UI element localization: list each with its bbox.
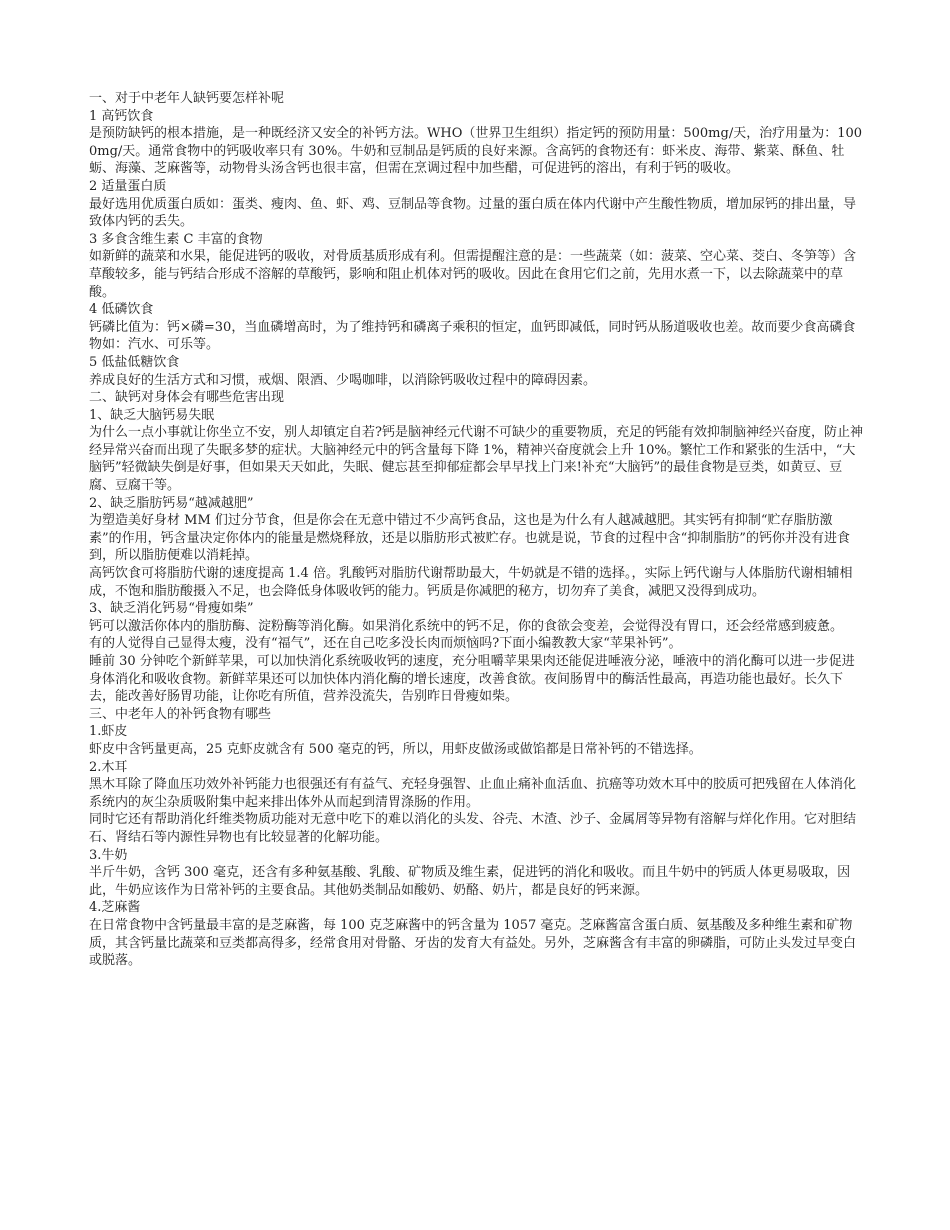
paragraph: 钙磷比值为：钙×磷=30，当血磷增高时，为了维持钙和磷离子乘积的恒定，血钙即减低，同时钙从肠道吸收也差。故而要少食高磷食物如：汽水、可乐等。 <box>89 319 856 353</box>
subheading-vitamin-c: 3 多食含维生素 C 丰富的食物 <box>89 231 263 247</box>
subheading-sesame-paste: 4.芝麻酱 <box>89 900 141 916</box>
paragraph: 为什么一点小事就让你坐立不安，别人却镇定自若?钙是脑神经元代谢不可缺少的重要物质，充足的钙能有效抑制脑神经兴奋度，防止神经异常兴奋而出现了失眠多梦的症状。大脑神经元中的钙含量每下降 1%，精神兴奋度就会上升 10%。繁忙工作和紧张的生活中，“大脑钙”轻微缺失倒是好事，但如果天天如此，失眠、健忘甚至抑郁症都会早早找上门来!补充“大脑钙”的最佳食物是豆类，如黄豆、豆腐、豆腐干等。 <box>89 425 863 494</box>
subheading-milk: 3.牛奶 <box>89 847 128 863</box>
subheading-protein: 2 适量蛋白质 <box>89 178 167 194</box>
paragraph: 高钙饮食可将脂肪代谢的速度提高 1.4 倍。乳酸钙对脂肪代谢帮助最大，牛奶就是不错的选择。，实际上钙代谢与人体脂肪代谢相辅相成，不饱和脂肪酸摄入不足，也会降低身体吸收钙的能力。钙质是你减肥的秘方，切勿弃了美食，减肥又没得到成功。 <box>89 566 853 599</box>
subheading-fat-calcium: 2、缺乏脂肪钙易“越减越肥” <box>89 495 254 511</box>
paragraph: 黑木耳除了降血压功效外补钙能力也很强还有有益气、充轻身强智、止血止痛补血活血、抗癌等功效木耳中的胶质可把残留在人体消化系统内的灰尘杂质吸附集中起来排出体外从而起到清胃涤肠的作用。 <box>89 777 857 810</box>
document-body <box>89 90 864 970</box>
subheading-low-salt-sugar: 5 低盐低糖饮食 <box>89 354 180 370</box>
paragraph: 半斤牛奶，含钙 300 毫克，还含有多种氨基酸、乳酸、矿物质及维生素，促进钙的消化和吸收。而且牛奶中的钙质人体更易吸取，因此，牛奶应该作为日常补钙的主要食品。其他奶类制品如酸奶、奶酪、奶片，都是良好的钙来源。 <box>89 865 851 898</box>
paragraph: 钙可以激活你体内的脂肪酶、淀粉酶等消化酶。如果消化系统中的钙不足，你的食欲会变差，会觉得没有胃口，还会经常感到疲惫。 <box>89 618 844 634</box>
paragraph: 如新鲜的蔬菜和水果，能促进钙的吸收，对骨质基质形成有利。但需提醒注意的是：一些蔬菜（如：菠菜、空心菜、茭白、冬笋等）含草酸较多，能与钙结合形成不溶解的草酸钙，影响和阻止机体对钙的吸收。因此在食用它们之前，先用水煮一下，以去除蔬菜中的草酸。 <box>89 249 857 300</box>
paragraph: 睡前 30 分钟吃个新鲜苹果，可以加快消化系统吸收钙的速度，充分咀嚼苹果果肉还能促进唾液分泌，唾液中的消化酶可以进一步促进身体消化和吸收食物。新鲜苹果还可以加快体内消化酶的增长速度，改善食欲。夜间肠胃中的酶活性最高，再造功能也最好。长久下去，能改善好肠胃功能，让你吃有所值，营养没流失，告别昨日骨瘦如柴。 <box>89 654 855 705</box>
paragraph: 为塑造美好身材 MM 们过分节食，但是你会在无意中错过不少高钙食品，这也是为什么有人越减越肥。其实钙有抑制“贮存脂肪激素”的作用，钙含量决定你体内的能量是燃烧释放，还是以脂肪形式被贮存。也就是说，节食的过程中含“抑制脂肪”的钙你并没有进食到，所以脂肪便难以消耗掉。 <box>89 513 850 564</box>
paragraph: 虾皮中含钙量更高，25 克虾皮就含有 500 毫克的钙，所以，用虾皮做汤或做馅都是日常补钙的不错选择。 <box>89 741 702 757</box>
subheading-wood-ear: 2.木耳 <box>89 759 128 775</box>
paragraph: 有的人觉得自己显得太瘦，没有“福气”，还在自己吃多没长肉而烦恼吗?下面小编教教大家“苹果补钙”。 <box>89 636 682 652</box>
subheading-digestive-calcium: 3、缺乏消化钙易“骨瘦如柴” <box>89 601 254 617</box>
paragraph: 是预防缺钙的根本措施，是一种既经济又安全的补钙方法。WHO（世界卫生组织）指定钙的预防用量：500mg/天，治疗用量为：1000mg/天。通常食物中的钙吸收率只有 30%。牛奶和豆制品是钙质的良好来源。含高钙的食物还有：虾米皮、海带、紫菜、酥鱼、牡蛎、海藻、芝麻酱等，动物骨头汤含钙也很丰富，但需在烹调过程中加些醋，可促进钙的溶出，有利于钙的吸收。 <box>89 126 863 177</box>
section-heading-1: 一、对于中老年人缺钙要怎样补呢 <box>89 91 285 106</box>
subheading-low-phosphorus: 4 低磷饮食 <box>89 302 154 318</box>
paragraph: 在日常食物中含钙量最丰富的是芝麻酱，每 100 克芝麻酱中的钙含量为 1057 毫克。芝麻酱富含蛋白质、氨基酸及多种维生素和矿物质，其含钙量比蔬菜和豆类都高得多，经常食用对骨骼、牙齿的发育大有益处。另外，芝麻酱含有丰富的卵磷脂，可防止头发过早变白或脱落。 <box>89 917 857 969</box>
subheading-brain-calcium: 1、缺乏大脑钙易失眠 <box>89 407 215 423</box>
paragraph: 同时它还有帮助消化纤维类物质功能对无意中吃下的难以消化的头发、谷壳、木渣、沙子、金属屑等异物有溶解与烊化作用。它对胆结石、肾结石等内源性异物也有比较显著的化解功能。 <box>89 812 857 845</box>
paragraph: 养成良好的生活方式和习惯，戒烟、限酒、少喝咖啡，以消除钙吸收过程中的障碍因素。 <box>89 372 597 388</box>
section-heading-2: 二、缺钙对身体会有哪些危害出现 <box>89 390 285 406</box>
subheading-shrimp-skin: 1.虾皮 <box>89 724 128 740</box>
section-heading-3: 三、中老年人的补钙食物有哪些 <box>89 706 272 722</box>
subheading-high-calcium-diet: 1 高钙饮食 <box>89 108 154 124</box>
paragraph: 最好选用优质蛋白质如：蛋类、瘦肉、鱼、虾、鸡、豆制品等食物。过量的蛋白质在体内代谢中产生酸性物质，增加尿钙的排出量，导致体内钙的丢失。 <box>89 196 857 230</box>
